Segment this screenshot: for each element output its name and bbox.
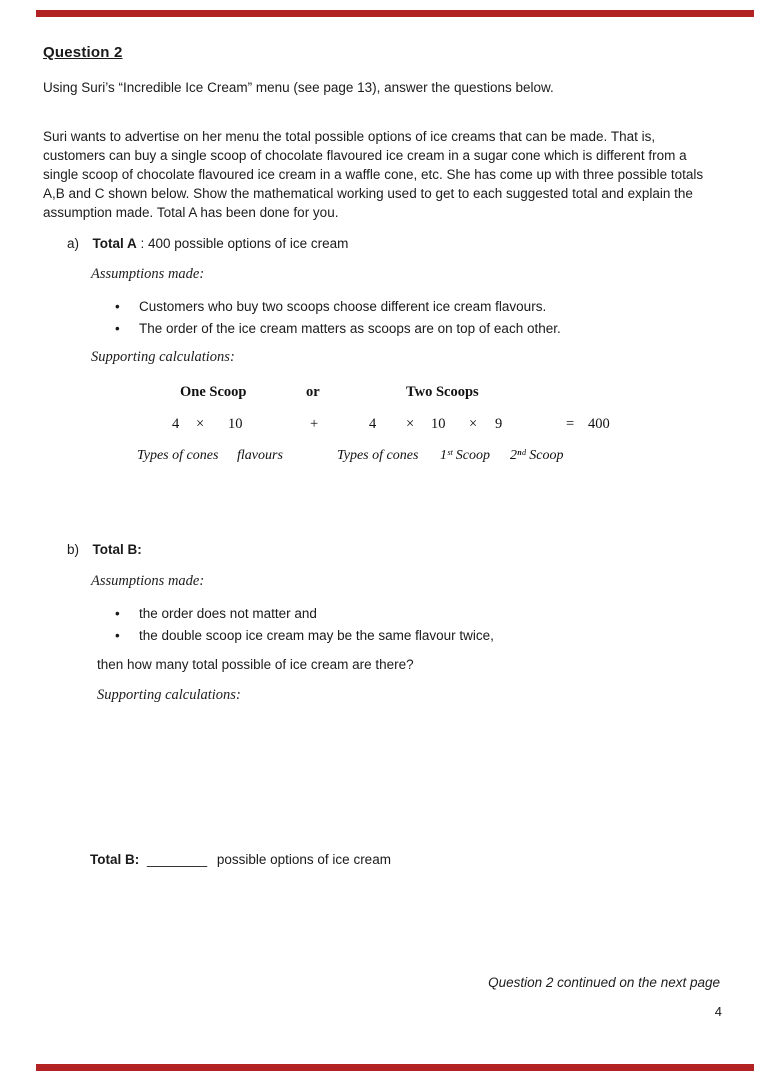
section-b-answer-line [90,852,391,867]
assumption-text: Customers who buy two scoops choose different ice cream flavours. [139,299,547,314]
assumption-text: the double scoop ice cream may be the same flavour twice, [139,627,494,643]
page-title: Question 2 [43,44,123,61]
assumption-text: the order does not matter and [139,606,317,621]
section-a-assumptions-list [115,296,715,339]
calc-token: 4 [369,416,377,432]
multiply-sign: × [406,416,415,432]
section-a-calculations-heading: Supporting calculations: [91,349,235,365]
continuation-note: Question 2 continued on the next page [488,975,720,990]
section-b-calculations-heading: Supporting calculations: [97,687,241,703]
calc-label: Types of cones [137,448,219,463]
section-a-label: Total A [92,236,137,251]
calc-label: 1ˢᵗ Scoop [440,448,491,463]
bottom-red-rule [36,1064,754,1071]
top-red-rule [36,10,754,17]
section-a-heading [67,235,348,253]
calc-token: 10 [228,416,243,432]
calc-label: flavours [237,448,283,463]
calc-result: 400 [588,416,610,432]
bullet-icon [115,603,139,625]
prompt-paragraph: Suri wants to advertise on her menu the total possible options of ice creams that can be made. That is, customers can buy a single scoop of chocolate flavoured ice cream in a sugar cone which is different from a single scoop of chocolate flavoured ice cream in a waffle cone, etc. She has come up with three possible totals A,B and C shown below. Show the mathematical working used to get to each suggested total and explain the assumption made. Total A has been done for you. [43,129,704,220]
multiply-sign: × [196,416,205,432]
page-number: 4 [714,1004,722,1019]
list-item [115,625,715,647]
list-item [115,296,715,318]
list-item [115,603,715,625]
equals-sign: = [566,416,575,432]
answer-suffix: possible options of ice cream [216,852,391,867]
list-item [115,318,715,340]
calc-token: 9 [495,416,503,432]
calc-or-label: or [306,384,320,400]
plus-sign: + [310,416,319,432]
section-b-assumptions-heading: Assumptions made: [91,573,205,589]
calc-col2-header: Two Scoops [406,384,479,400]
section-a-marker: a) [67,236,80,251]
multiply-sign: × [469,416,478,432]
section-b-marker: b) [67,542,80,557]
calc-col1-header: One Scoop [180,384,247,400]
section-b-label: Total B: [92,542,142,557]
section-b-assumptions-list [115,603,715,646]
answer-blank: ________ [147,852,208,867]
bullet-icon [115,296,139,318]
intro-text: Using Suri’s “Incredible Ice Cream” menu (see page 13), answer the questions below. [43,80,554,95]
section-b-heading [67,541,142,559]
calc-label: Types of cones [337,448,419,463]
calc-token: 10 [431,416,446,432]
bullet-icon [115,625,139,647]
assumption-text: The order of the ice cream matters as scoops are on top of each other. [139,320,561,336]
section-b-question-line: then how many total possible of ice cream are there? [97,657,414,672]
calc-token: 4 [172,416,180,432]
section-a-label-suffix: : 400 possible options of ice cream [136,236,349,251]
calc-label: 2ⁿᵈ Scoop [510,448,564,463]
answer-label: Total B: [90,852,140,867]
section-a-assumptions-heading: Assumptions made: [91,266,205,282]
bullet-icon [115,318,139,340]
